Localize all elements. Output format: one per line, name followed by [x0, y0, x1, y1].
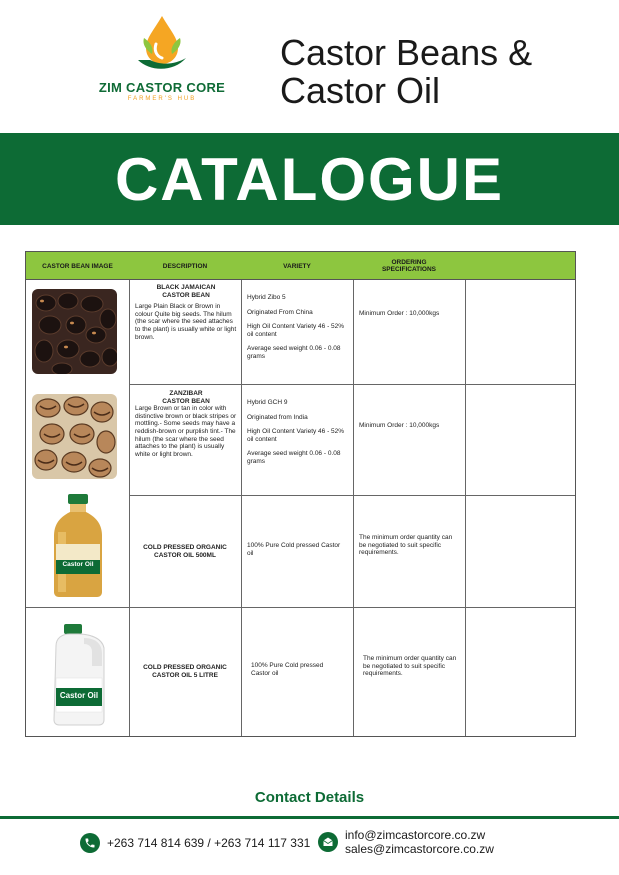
column-divider	[241, 280, 242, 736]
table-header	[26, 252, 575, 280]
document-title-line-2: Castor Oil	[280, 70, 441, 111]
brand-name: ZIM CASTOR CORE	[98, 80, 226, 95]
row-4-description	[132, 608, 238, 736]
row-2-name-line-2: CASTOR BEAN	[162, 397, 210, 405]
phone-numbers[interactable]: +263 714 814 639 / +263 714 117 331	[107, 836, 311, 850]
row-4-variety: 100% Pure Cold pressed Castor oil	[251, 662, 324, 677]
castor-drop-logo-icon	[132, 14, 192, 78]
row-4-name-line-1: COLD PRESSED ORGANIC	[143, 664, 227, 672]
jug-label-text: Castor Oil	[59, 691, 99, 700]
row-1-name-line-1: BLACK JAMAICAN	[156, 284, 216, 291]
contact-title: Contact Details	[254, 789, 365, 806]
row-4-ordering: The minimum order quantity can be negotiated to suit specific requirements.	[363, 655, 457, 678]
row-1-variety	[247, 294, 347, 368]
document-title-line-1: Castor Beans &	[280, 32, 533, 73]
email-icon	[318, 832, 338, 852]
row-1-variety-oil-content: High Oil Content Variety 46 - 52% oil content	[247, 323, 345, 338]
contact-phone	[80, 833, 310, 853]
row-2-description	[135, 390, 237, 458]
row-2-variety-origin: Originated from India	[247, 413, 308, 421]
column-divider	[353, 280, 354, 736]
contact-email	[318, 828, 494, 856]
banner-text: CATALOGUE	[114, 145, 505, 213]
row-divider	[129, 384, 575, 385]
row-1-variety-hybrid: Hybrid Zibo 5	[247, 294, 286, 301]
email-sales-link[interactable]: sales@zimcastorcore.co.zw	[345, 842, 494, 856]
row-2-ordering: Minimum Order : 10,000kgs	[359, 422, 440, 429]
row-2-name-line-1: ZANZIBAR	[169, 390, 203, 397]
header-image: CASTOR BEAN IMAGE	[42, 262, 113, 270]
bottle-label-text: Castor Oil	[62, 561, 94, 568]
row-4-name-line-2: CASTOR OIL 5 LITRE	[152, 672, 218, 679]
column-divider	[465, 280, 466, 736]
catalogue-banner	[0, 133, 619, 225]
row-1-ordering: Minimum Order : 10,000kgs	[359, 310, 440, 317]
row-3-description	[132, 496, 238, 607]
catalog-table	[25, 251, 576, 737]
email-info-link[interactable]: info@zimcastorcore.co.zw	[345, 828, 486, 842]
black-castor-beans-image	[32, 289, 117, 379]
header-variety: VARIETY	[283, 262, 311, 270]
zanzibar-castor-beans-image	[32, 394, 117, 484]
castor-oil-jug-image	[44, 622, 114, 731]
row-1-name-line-2: CASTOR BEAN	[162, 291, 210, 299]
row-2-variety-oil-content: High Oil Content Variety 46 - 52% oil content	[247, 428, 345, 443]
row-3-variety: 100% Pure Cold pressed Castor oil	[247, 542, 341, 557]
footer-divider	[0, 816, 619, 819]
column-divider	[129, 280, 130, 736]
page-header	[0, 0, 619, 133]
header-description: DESCRIPTION	[162, 262, 208, 270]
row-3-name-line-2: CASTOR OIL 500ML	[154, 551, 216, 559]
castor-oil-bottle-image	[48, 492, 108, 603]
phone-icon	[80, 833, 100, 853]
brand-subtitle: FARMER'S HUB	[127, 96, 197, 102]
row-3-name-line-1: COLD PRESSED ORGANIC	[143, 543, 227, 551]
header-ordering: ORDERING SPECIFICATIONS	[381, 259, 437, 273]
row-2-variety-hybrid: Hybrid GCH 9	[247, 399, 288, 406]
row-2-variety	[247, 399, 347, 473]
header-extra	[465, 252, 575, 280]
row-1-description-text: Large Plain Black or Brown in colour Quite big seeds. The hilum (the scar where the seed attaches to the plant) is usually white or light brown.	[135, 303, 237, 341]
row-1-variety-seed-weight: Average seed weight 0.06 - 0.08 grams	[247, 345, 341, 360]
row-divider	[26, 607, 575, 608]
row-2-variety-seed-weight: Average seed weight 0.06 - 0.08 grams	[247, 450, 341, 465]
row-2-description-text: Large Brown or tan in color with distinctive brown or black stripes or mottling.- Some seeds may have a reddish-brown or purplish tint.- The hilum (the scar where the seed attaches to the plant) is usually white or light brown.	[135, 405, 237, 458]
document-title	[280, 34, 532, 110]
brand-logo	[92, 14, 232, 114]
row-3-ordering: The minimum order quantity can be negotiated to suit specific requirements.	[359, 534, 453, 557]
row-1-variety-origin: Originated From China	[247, 308, 313, 316]
row-1-description	[135, 284, 237, 341]
